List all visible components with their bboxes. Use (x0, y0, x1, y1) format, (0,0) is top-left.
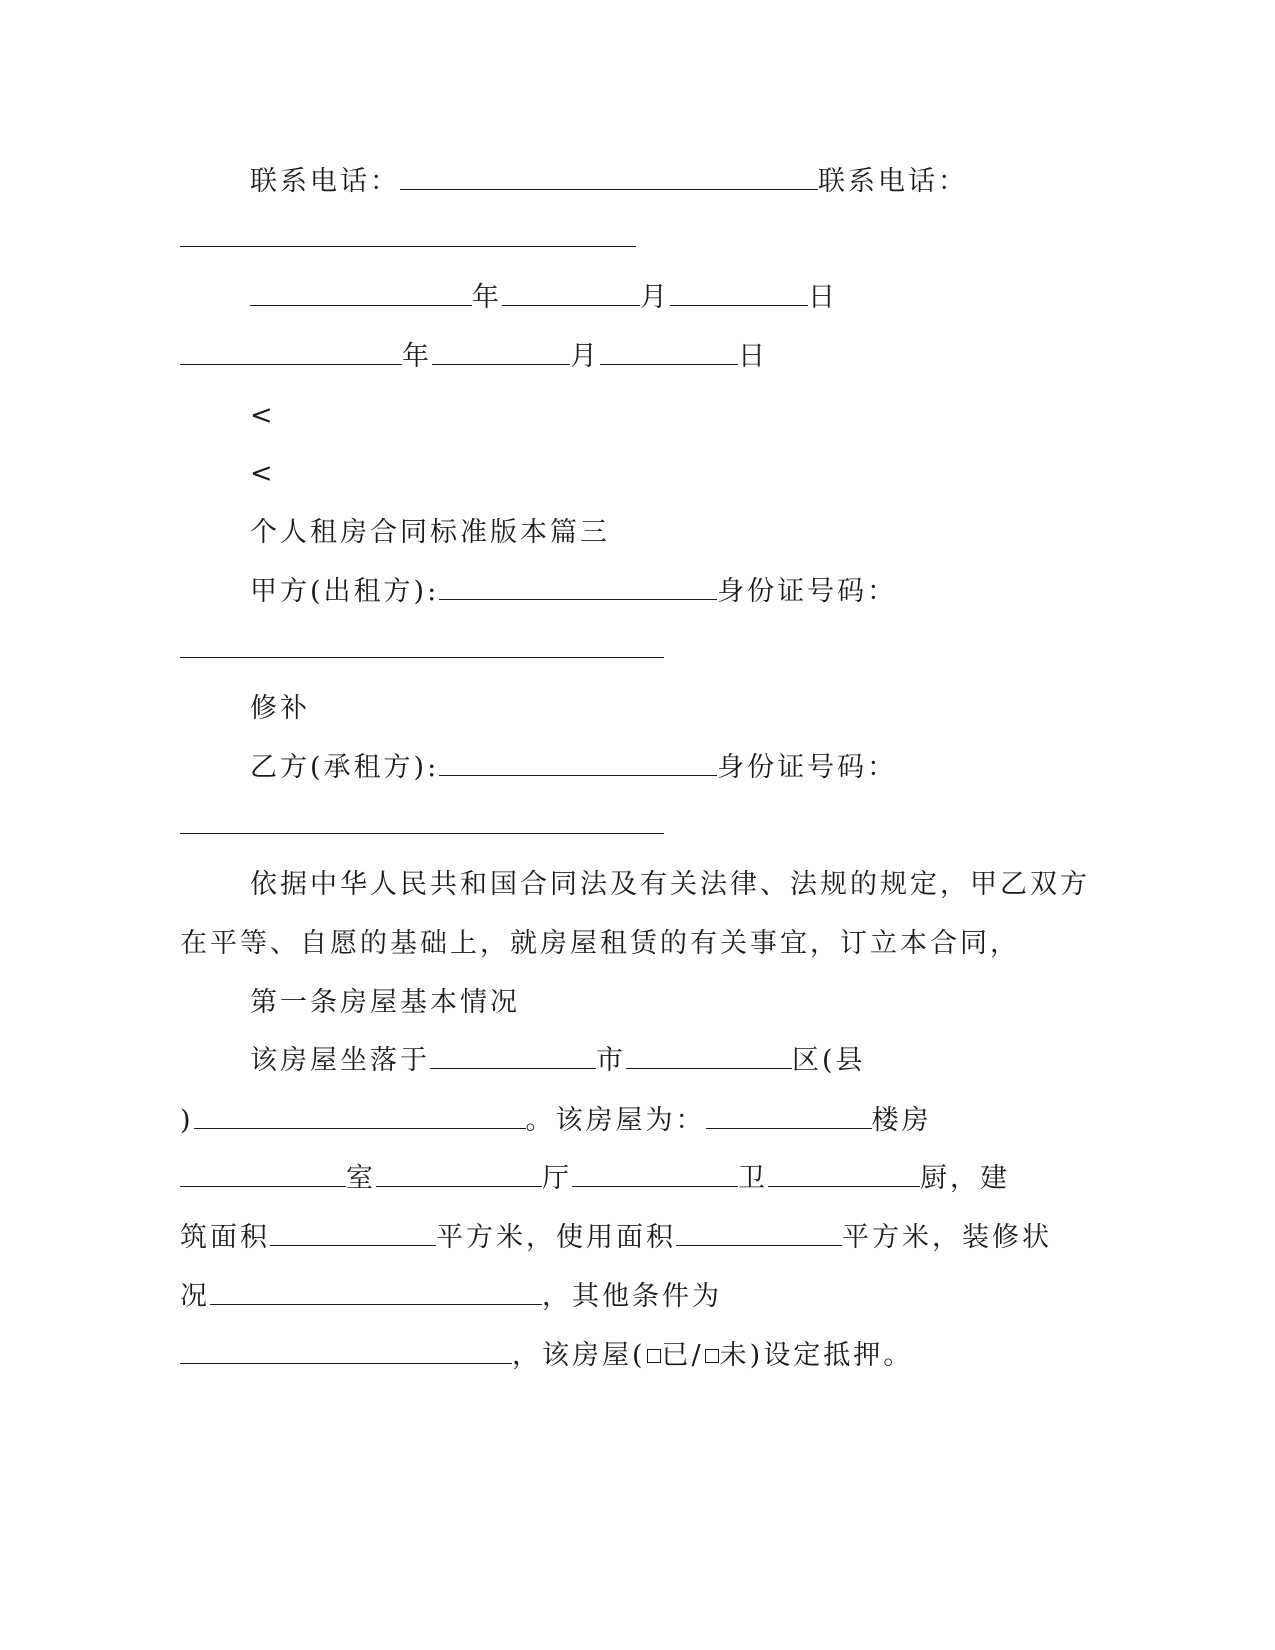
blank-day-1[interactable] (670, 281, 808, 306)
label-party-a-id: 身份证号码： (717, 576, 898, 607)
label-yes: 已/ (661, 1340, 704, 1371)
label-usable-area: 平方米，使用面积 (436, 1222, 676, 1253)
angle-mark-1: < (250, 400, 276, 431)
blank-baths[interactable] (572, 1162, 738, 1187)
contact-phone-line (250, 165, 968, 199)
label-located: 该房屋坐落于 (250, 1045, 430, 1076)
checkbox-not-mortgaged[interactable] (705, 1349, 719, 1363)
article-1-heading: 第一条房屋基本情况 (250, 987, 520, 1018)
label-floor-area: 筑面积 (180, 1222, 270, 1253)
blank-condition[interactable] (210, 1280, 542, 1305)
label-day-2: 日 (738, 341, 768, 372)
blank-other-conditions[interactable] (180, 1339, 512, 1364)
label-paren: ) (180, 1105, 194, 1136)
blank-month-1[interactable] (502, 281, 640, 306)
area-line (180, 1221, 1052, 1255)
party-b-id-line (180, 809, 664, 843)
rooms-line (180, 1162, 1010, 1196)
date-line-2 (180, 340, 768, 374)
blank-day-2[interactable] (600, 340, 738, 365)
blank-year-2[interactable] (180, 340, 402, 365)
phone-continuation-line (180, 222, 636, 256)
label-house-mortgage: ，该房屋( (512, 1340, 646, 1371)
blank-party-b-id[interactable] (180, 809, 664, 834)
label-phone-b: 联系电话： (818, 166, 968, 197)
label-phone-a: 联系电话： (250, 166, 400, 197)
blank-district[interactable] (626, 1044, 792, 1069)
checkbox-mortgaged[interactable] (647, 1349, 661, 1363)
blank-kitchens[interactable] (768, 1162, 920, 1187)
preamble-line-2: 在平等、自愿的基础上，就房屋租赁的有关事宜，订立本合同， (180, 928, 1020, 959)
blank-phone-a[interactable] (400, 165, 818, 190)
label-building: 楼房 (871, 1105, 932, 1136)
label-condition: 况 (180, 1281, 210, 1312)
label-day-1: 日 (808, 282, 838, 313)
location-line (250, 1044, 866, 1078)
blank-rooms[interactable] (180, 1162, 346, 1187)
label-party-b-id: 身份证号码： (717, 752, 898, 783)
label-month-1: 月 (640, 282, 670, 313)
blank-building[interactable] (706, 1104, 872, 1129)
label-no-mortgage: 未)设定抵押。 (719, 1340, 914, 1371)
angle-mark-2: < (250, 458, 276, 489)
label-city: 市 (596, 1045, 626, 1076)
blank-party-a-id[interactable] (180, 633, 664, 658)
blank-party-a-name[interactable] (439, 575, 717, 600)
label-other-conditions: ，其他条件为 (542, 1281, 722, 1312)
blank-address[interactable] (194, 1104, 526, 1129)
revision-note: 修补 (250, 693, 310, 724)
blank-city[interactable] (430, 1044, 596, 1069)
party-a-id-line (180, 633, 664, 667)
blank-party-b-name[interactable] (439, 751, 717, 776)
label-decoration: 平方米，装修状 (842, 1222, 1052, 1253)
preamble-line-1: 依据中华人民共和国合同法及有关法律、法规的规定，甲乙双方 (250, 869, 1090, 900)
blank-floor-area[interactable] (270, 1221, 436, 1246)
label-year-1: 年 (472, 282, 502, 313)
blank-halls[interactable] (376, 1162, 542, 1187)
label-baths: 卫 (738, 1163, 768, 1194)
address-line (180, 1104, 932, 1138)
label-district: 区(县 (792, 1045, 866, 1076)
blank-year-1[interactable] (250, 281, 472, 306)
blank-phone-b[interactable] (180, 222, 636, 247)
label-party-a: 甲方(出租方): (250, 576, 440, 607)
date-line-1 (250, 281, 838, 315)
label-rooms: 室 (346, 1163, 376, 1194)
condition-line (180, 1280, 722, 1314)
label-kitchens: 厨，建 (920, 1163, 1010, 1194)
blank-usable-area[interactable] (676, 1221, 842, 1246)
blank-month-2[interactable] (432, 340, 570, 365)
label-party-b: 乙方(承租方): (250, 752, 440, 783)
party-b-line (250, 751, 897, 785)
label-house-is: 。该房屋为： (525, 1105, 706, 1136)
party-a-line (250, 575, 897, 609)
label-month-2: 月 (570, 341, 600, 372)
section-title: 个人租房合同标准版本篇三 (250, 517, 610, 548)
label-halls: 厅 (542, 1163, 572, 1194)
label-year-2: 年 (402, 341, 432, 372)
mortgage-line (180, 1339, 913, 1373)
